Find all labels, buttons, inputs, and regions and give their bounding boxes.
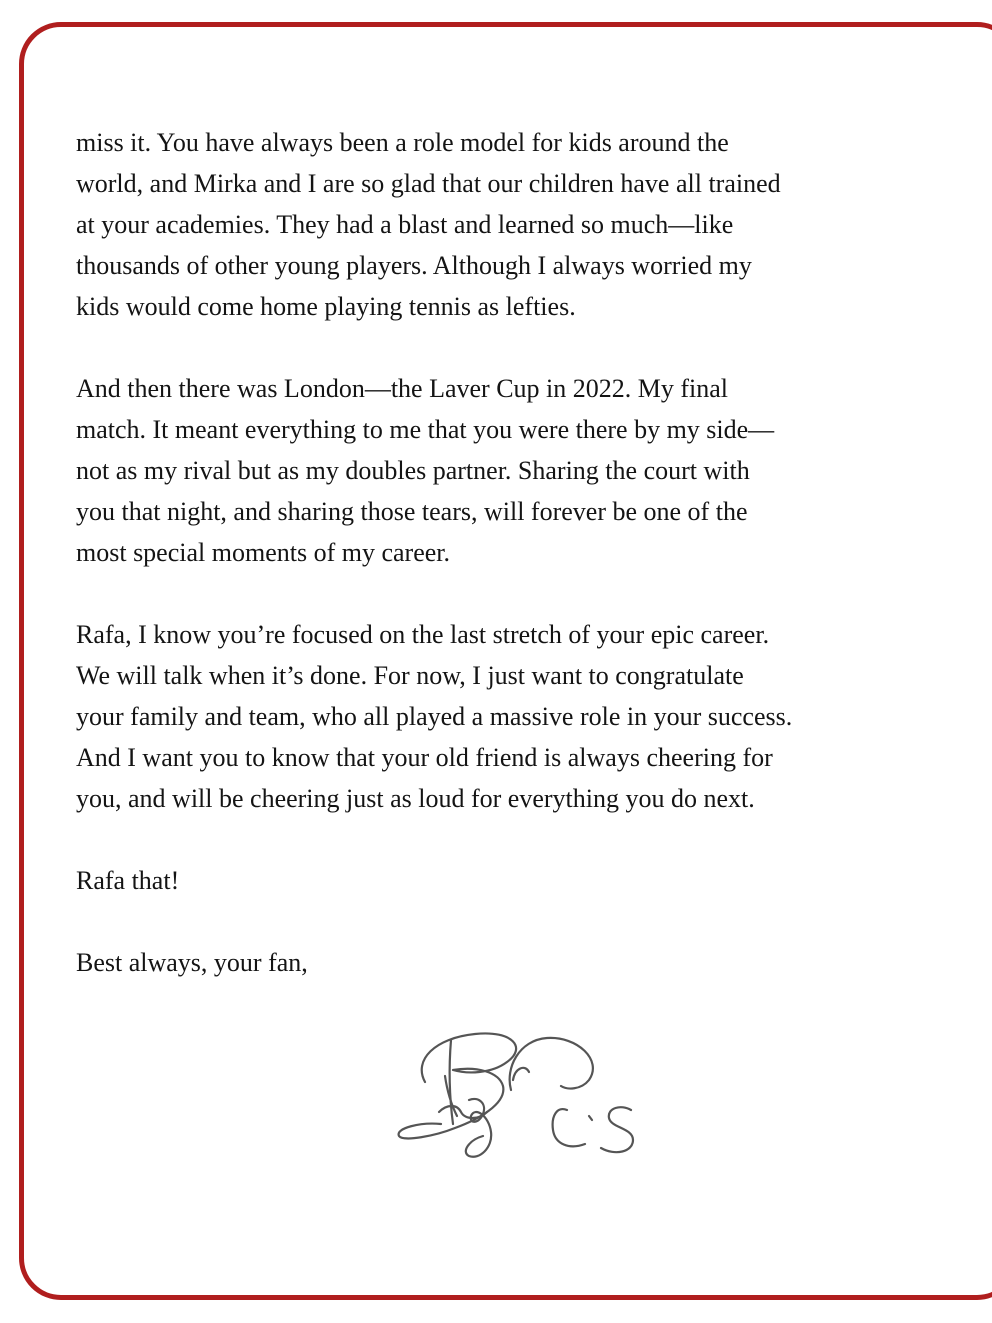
handwritten-signature (395, 1020, 635, 1165)
text-line: We will talk when it’s done. For now, I just want to congratulate (76, 661, 744, 690)
text-line: most special moments of my career. (76, 538, 451, 567)
text-line: you, and will be cheering just as loud for everything you do next. (76, 784, 755, 813)
text-line: miss it. You have always been a role model for kids around the (76, 128, 729, 157)
text-line: at your academies. They had a blast and learned so much—like (76, 210, 734, 239)
text-line: Rafa, I know you’re focused on the last stretch of your epic career. (76, 620, 770, 649)
text-line: match. It meant everything to me that you were there by my side— (76, 415, 775, 444)
text-line: your family and team, who all played a massive role in your success. (76, 702, 793, 731)
text-line: Best always, your fan, (76, 948, 308, 977)
paragraph-gap (76, 901, 986, 942)
paragraph (76, 860, 986, 901)
text-line: you that night, and sharing those tears, will forever be one of the (76, 497, 748, 526)
letter-body (76, 122, 986, 983)
text-line: And then there was London—the Laver Cup in 2022. My final (76, 374, 729, 403)
paragraph-gap (76, 327, 986, 368)
text-line: not as my rival but as my doubles partner. Sharing the court with (76, 456, 750, 485)
text-line: kids would come home playing tennis as lefties. (76, 292, 576, 321)
paragraph (76, 368, 986, 573)
paragraph (76, 942, 986, 983)
text-line: And I want you to know that your old friend is always cheering for (76, 743, 773, 772)
text-line: world, and Mirka and I are so glad that our children have all trained (76, 169, 781, 198)
paragraph (76, 614, 986, 819)
text-line: thousands of other young players. Although I always worried my (76, 251, 752, 280)
paragraph (76, 122, 986, 327)
paragraph-gap (76, 573, 986, 614)
paragraph-gap (76, 819, 986, 860)
text-line: Rafa that! (76, 866, 180, 895)
